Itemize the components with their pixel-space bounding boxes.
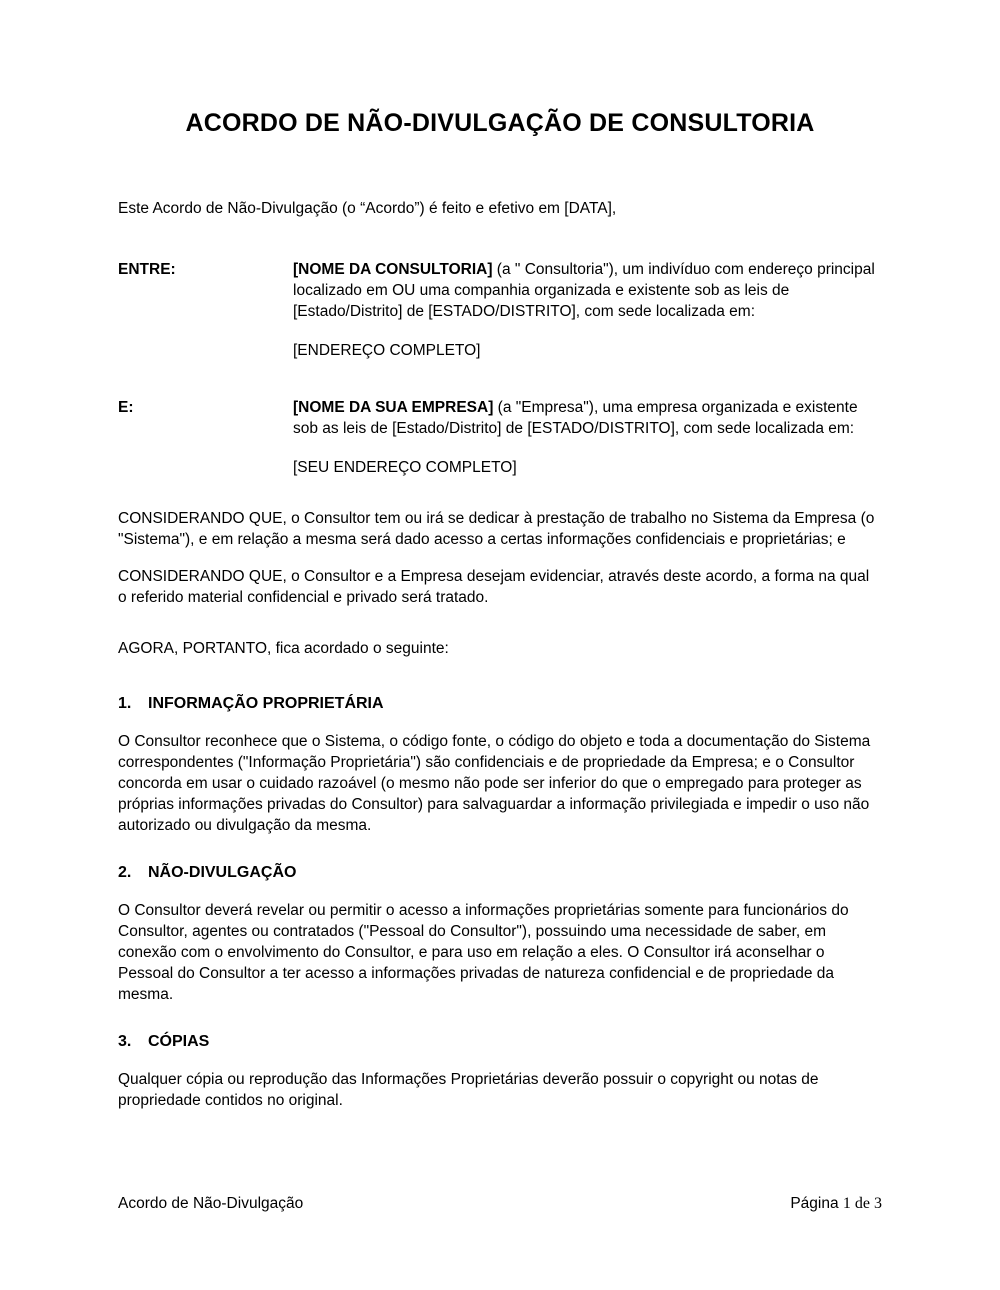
footer-document-name: Acordo de Não-Divulgação xyxy=(118,1195,304,1212)
section-1-title: INFORMAÇÃO PROPRIETÁRIA xyxy=(148,695,384,712)
section-3-title: CÓPIAS xyxy=(148,1033,210,1050)
footer-page-label: Página xyxy=(790,1195,839,1212)
party-label-e: E: xyxy=(118,399,134,416)
document-title: ACORDO DE NÃO-DIVULGAÇÃO DE CONSULTORIA xyxy=(185,109,815,137)
section-1-number: 1. xyxy=(118,695,132,712)
section-2-title: NÃO-DIVULGAÇÃO xyxy=(148,864,297,881)
recital-paragraph-2: CONSIDERANDO QUE, o Consultor e a Empresa desejam evidenciar, através deste acordo, a forma na qual o referido material confidencial e privado será tratado. xyxy=(118,568,870,606)
party-name-e: [NOME DA SUA EMPRESA] xyxy=(293,399,494,416)
party-description-entre xyxy=(293,259,882,322)
section-3-body: Qualquer cópia ou reprodução das Informações Proprietárias deverão possuir o copyright ou notas de propriedade contidos no original. xyxy=(118,1071,819,1109)
party-content-e xyxy=(293,397,882,478)
footer-page-indicator xyxy=(790,1193,882,1214)
party-content-entre xyxy=(293,259,882,361)
party-row-entre xyxy=(118,259,882,361)
intro-paragraph: Este Acordo de Não-Divulgação (o “Acordo”) é feito e efetivo em [DATA], xyxy=(118,200,617,217)
party-description-text-e: (a "Empresa"), uma empresa organizada e existente sob as leis de [Estado/Distrito] de [ESTADO/DISTRITO], com sede localizada em: xyxy=(293,399,858,437)
party-label-entre: ENTRE: xyxy=(118,261,176,278)
party-address-entre: [ENDEREÇO COMPLETO] xyxy=(293,342,481,359)
party-description-text-entre: (a " Consultoria"), um indivíduo com endereço principal localizado em OU uma companhia organizada e existente sob as leis de [Estado/Distrito] de [ESTADO/DISTRITO], com sede localizada em: xyxy=(293,261,875,320)
page-footer xyxy=(118,1193,882,1214)
section-2-number: 2. xyxy=(118,864,132,881)
now-therefore-paragraph: AGORA, PORTANTO, fica acordado o seguinte: xyxy=(118,640,449,657)
section-3-number: 3. xyxy=(118,1033,132,1050)
section-1-heading xyxy=(118,693,882,715)
section-3-heading xyxy=(118,1031,882,1053)
party-description-e xyxy=(293,397,882,439)
footer-page-number: 1 de 3 xyxy=(842,1195,882,1212)
party-name-entre: [NOME DA CONSULTORIA] xyxy=(293,261,493,278)
section-2-body: O Consultor deverá revelar ou permitir o acesso a informações proprietárias somente para funcionários do Consultor, agentes ou contratados ("Pessoal do Consultor"), possuindo uma necessidade de saber, em conexão com o envolvimento do Consultor, e para uso em relação a eles. O Consultor irá aconselhar o Pessoal do Consultor a ter acesso a informações privadas de natureza confidencial e de propriedade da mesma. xyxy=(118,902,849,1003)
party-address-e: [SEU ENDEREÇO COMPLETO] xyxy=(293,459,517,476)
party-row-e xyxy=(118,397,882,478)
recital-paragraph-1: CONSIDERANDO QUE, o Consultor tem ou irá se dedicar à prestação de trabalho no Sistema da Empresa (o "Sistema"), e em relação a mesma será dado acesso a certas informações confidenciais e proprietárias; e xyxy=(118,510,875,548)
section-2-heading xyxy=(118,862,882,884)
section-1-body: O Consultor reconhece que o Sistema, o código fonte, o código do objeto e toda a documentação do Sistema correspondentes ("Informação Proprietária") são confidenciais e de propriedade da Empresa; e o Consultor concorda em usar o cuidado razoável (o mesmo não pode ser inferior do que o empregado para proteger as próprias informações privadas do Consultor) para salvaguardar a informação privilegiada e impedir o uso não autorizado ou divulgação da mesma. xyxy=(118,733,871,834)
